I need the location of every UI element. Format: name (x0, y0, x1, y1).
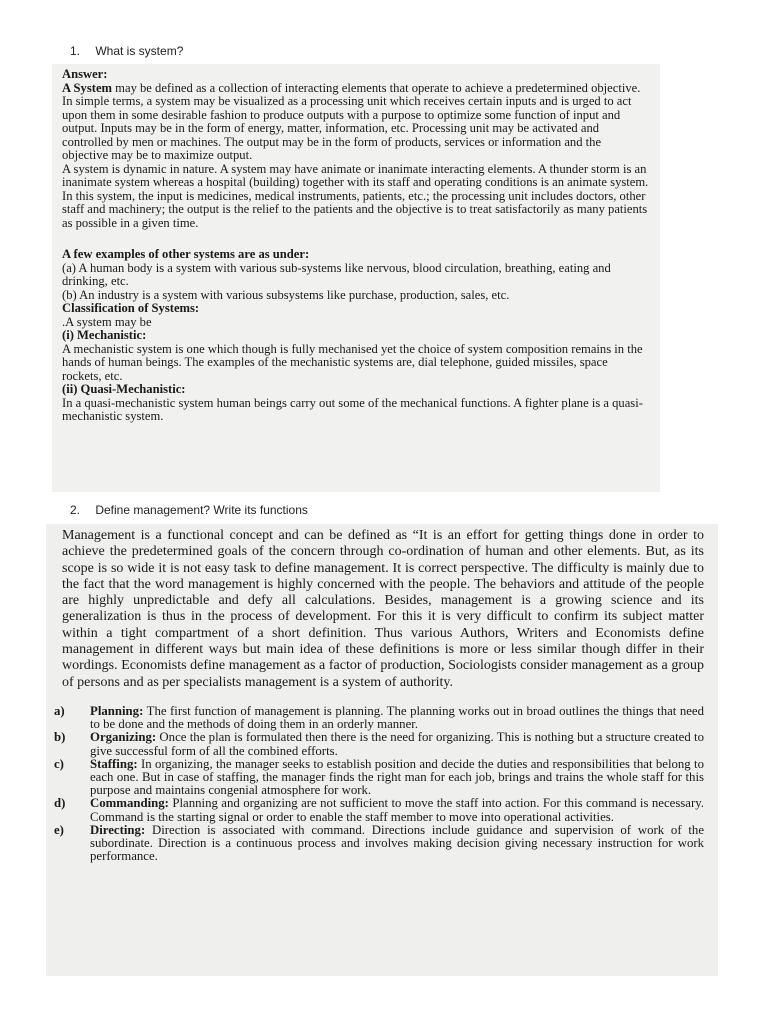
management-functions-list (46, 691, 718, 863)
management-definition-paragraph: Management is a functional concept and can be defined as “It is an effort for getting things done in order to achieve the predetermined goals of the concern through co-ordination of human and other elements. But, as its scope is so wide it is not easy task to define management. It is correct perspective. The difficulty is mainly due to the fact that the word management is highly concerned with the people. The behaviors and attitude of the people are highly unpredictable and defy all calculations. Besides, management is a growing science and its generalization is thus in the process of development. For this it is very difficult to confirm its subject matter within a tight compartment of a short definition. Thus various Authors, Writers and Economists define management in different ways but main idea of these definitions is more or less similar though differ in their wordings. Economists define management as a factor of production, Sociologists consider management as a group of persons and as per specialists management is a system of authority. (62, 528, 704, 690)
question-2-title: Define management? Write its functions (95, 503, 308, 517)
system-term: A System (62, 80, 113, 95)
function-text: Direction is associated with command. Directions include guidance and supervision of work of the subordinate. Direction is a continuous process and involves making decision giving necessary instruction for work performance. (90, 822, 704, 864)
scanned-answer-1 (52, 64, 660, 492)
question-2-heading (70, 503, 308, 517)
quasi-mechanistic-text: In a quasi-mechanistic system human beings carry out some of the mechanical functions. A fighter plane is a quasi-mechanistic system. (62, 395, 643, 423)
function-label: e) (54, 822, 64, 837)
function-label: a) (54, 703, 65, 718)
system-definition-text: may be defined as a collection of interacting elements that operate to achieve a predetermined objective. In simple terms, a system may be visualized as a processing unit which receives certain inputs and is urged to act upon them in some desirable fashion to produce outputs with a purpose to optimize some function of input and output. Inputs may be in the form of energy, matter, information, etc. Processing unit may be activated and controlled by men or machines. The output may be in the form of products, services or information and the objective may be to maximize output. (62, 80, 641, 162)
answer-label: Answer: (62, 67, 108, 81)
function-text: Once the plan is formulated then there is the need for organizing. This is nothing but a structure created to give successful form of all the combined efforts. (90, 730, 704, 758)
example-b: (b) An industry is a system with various subsystems like purchase, production, sales, etc. (62, 287, 510, 302)
function-text: In organizing, the manager seeks to establish position and decide the duties and responsibilities that belong to each one. But in case of staffing, the manager finds the right man for each job, brings and trains the whole staff for this purpose and maintains congenial atmosphere for work. (90, 756, 704, 798)
function-title: Planning: (90, 703, 144, 718)
function-item-staffing (46, 758, 704, 798)
example-a: (a) A human body is a system with various sub-systems like nervous, blood circulation, breathing, eating and drinking, etc. (62, 260, 611, 288)
mechanistic-text: A mechanistic system is one which though is fully mechanised yet the choice of system composition remains in the hands of human beings. The examples of the mechanistic systems are, dial telephone, guided missiles, space rockets, etc. (62, 341, 643, 383)
system-definition-paragraph (62, 82, 650, 163)
classification-intro: .A system may be (62, 314, 152, 329)
function-title: Staffing: (90, 756, 138, 771)
quasi-mechanistic-heading: (ii) Quasi-Mechanistic: (62, 382, 186, 396)
mechanistic-heading: (i) Mechanistic: (62, 328, 147, 342)
function-text: Planning and organizing are not sufficient to move the staff into action. For this command is necessary. Command is the starting signal or order to enable the staff member to move into operational activities. (90, 796, 704, 824)
examples-heading: A few examples of other systems are as under: (62, 247, 310, 261)
function-label: d) (54, 796, 66, 811)
question-2-number: 2. (70, 503, 81, 517)
function-text: The first function of management is planning. The planning works out in broad outlines the things that need to be done and the methods of doing them in an orderly manner. (90, 703, 704, 732)
function-title: Organizing: (90, 730, 157, 745)
classification-heading: Classification of Systems: (62, 301, 200, 315)
system-dynamic-paragraph: A system is dynamic in nature. A system may have animate or inanimate interacting elements. A thunder storm is an inanimate system whereas a hospital (building) together with its staff and operating conditions is an animate system. In this system, the input is medicines, medical instruments, patients, etc.; the processing unit includes doctors, other staff and machinery; the output is the relief to the patients and the objective is to treat satisfactorily as many patients as possible in a given time. (62, 161, 649, 230)
question-1-heading (70, 44, 183, 58)
question-1-number: 1. (70, 44, 81, 58)
question-1-title: What is system? (95, 44, 184, 58)
function-item-directing (46, 824, 704, 864)
function-item-commanding (46, 797, 704, 823)
scanned-answer-2 (46, 524, 718, 976)
function-label: c) (54, 756, 64, 771)
function-item-organizing (46, 731, 704, 757)
function-title: Commanding: (90, 796, 169, 811)
function-title: Directing: (90, 822, 146, 837)
function-label: b) (54, 730, 66, 745)
function-item-planning (46, 705, 704, 731)
